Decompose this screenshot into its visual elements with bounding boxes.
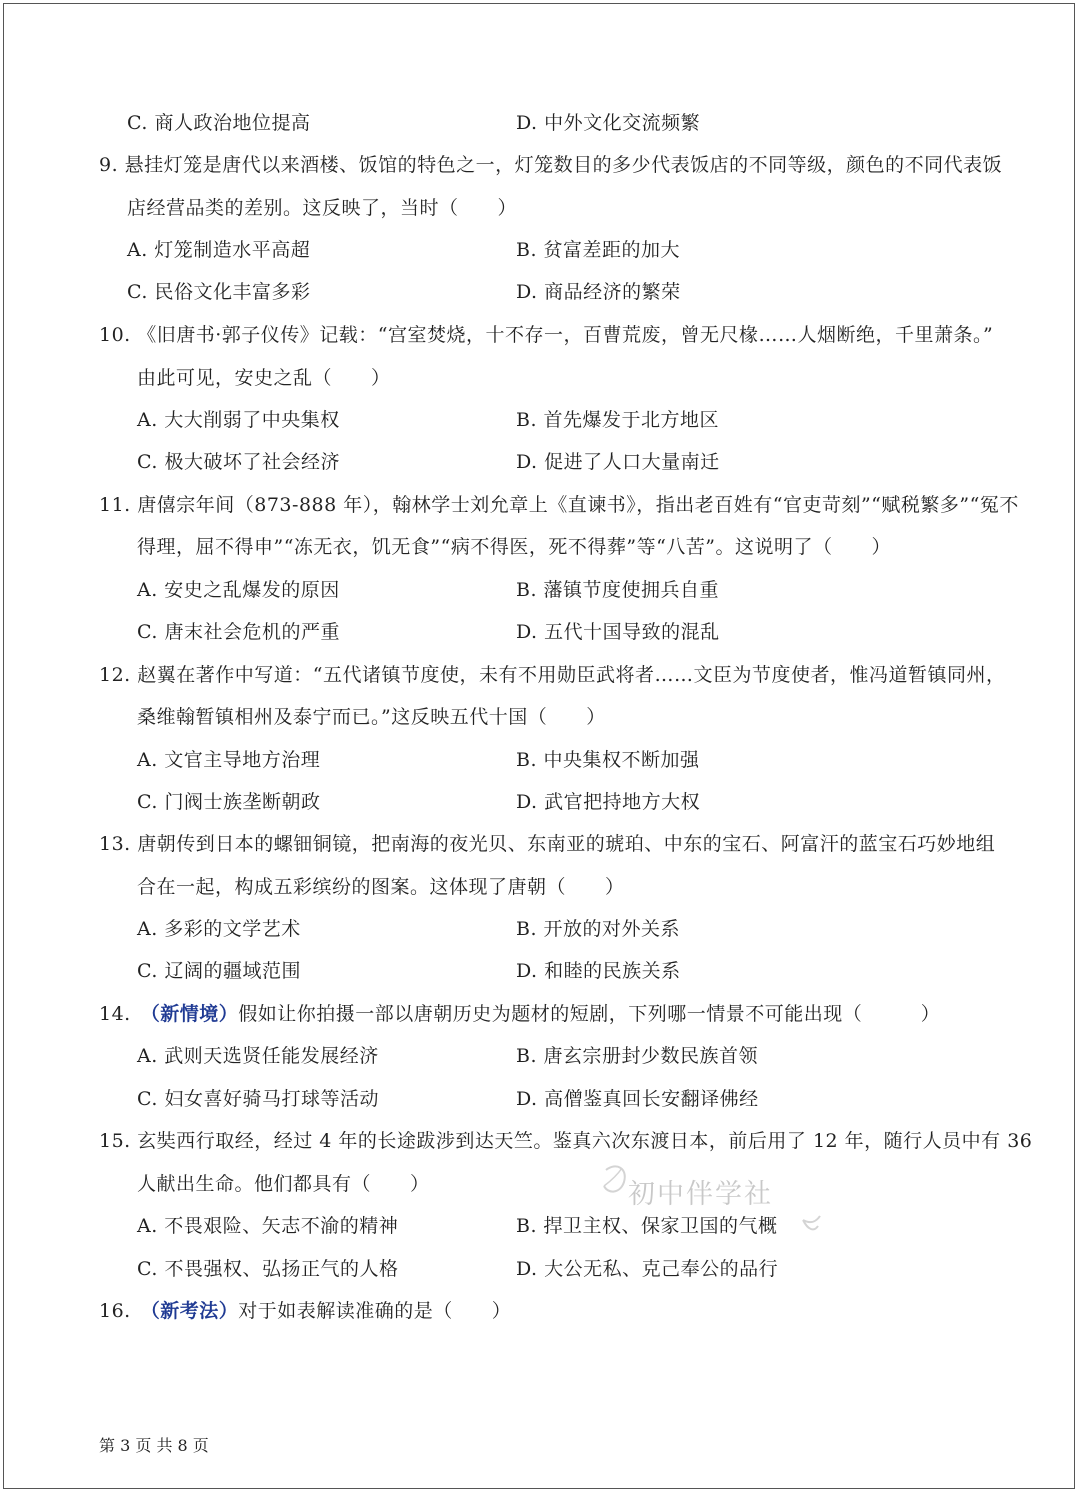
option-b: B. 中央集权不断加强: [516, 749, 700, 771]
question-text: 对于如表解读准确的是（ ）: [238, 1300, 512, 1322]
option-c: C. 辽阔的疆域范围: [137, 960, 301, 982]
question-stem: 店经营品类的差别。这反映了，当时（ ）: [127, 197, 518, 219]
question-text: 假如让你拍摄一部以唐朝历史为题材的短剧，下列哪一情景不可能出现（ ）: [238, 1003, 941, 1025]
question-number: 16.: [99, 1300, 131, 1322]
option-a: A. 安史之乱爆发的原因: [137, 579, 340, 601]
option-c: C. 不畏强权、弘扬正气的人格: [137, 1258, 399, 1280]
question-stem: 15. 玄奘西行取经，经过 4 年的长途跋涉到达天竺。鉴真六次东渡日本，前后用了 12 年，随行人员中有 36: [99, 1130, 1033, 1152]
option-c: C. 极大破坏了社会经济: [137, 451, 340, 473]
option-a: A. 灯笼制造水平高超: [127, 239, 311, 261]
option-d: D. 商品经济的繁荣: [516, 281, 681, 303]
option-d: D. 中外文化交流频繁: [516, 112, 701, 134]
option-d: D. 高僧鉴真回长安翻译佛经: [516, 1088, 759, 1110]
option-a: A. 不畏艰险、矢志不渝的精神: [137, 1215, 399, 1237]
page-footer: 第 3 页 共 8 页: [99, 1436, 209, 1455]
question-stem: 10. 《旧唐书·郭子仪传》记载：“宫室焚烧，十不存一，百曹荒废，曾无尺椽……人烟断绝，千里萧条。”: [99, 324, 994, 346]
question-stem: [99, 1002, 940, 1026]
question-stem: 9. 悬挂灯笼是唐代以来酒楼、饭馆的特色之一，灯笼数目的多少代表饭店的不同等级，颜色的不同代表饭: [99, 154, 1003, 176]
option-d: D. 促进了人口大量南迁: [516, 451, 720, 473]
question-stem: 12. 赵翼在著作中写道：“五代诸镇节度使，未有不用勋臣武将者……文臣为节度使者，惟冯道暂镇同州，: [99, 664, 1006, 686]
option-d: D. 大公无私、克己奉公的品行: [516, 1258, 779, 1280]
option-a: A. 大大削弱了中央集权: [137, 409, 340, 431]
option-b: B. 贫富差距的加大: [516, 239, 681, 261]
option-c: C. 商人政治地位提高: [127, 112, 311, 134]
option-b: B. 开放的对外关系: [516, 918, 681, 940]
option-c: C. 民俗文化丰富多彩: [127, 281, 311, 303]
option-a: A. 武则天选贤任能发展经济: [137, 1045, 379, 1067]
option-c: C. 门阀士族垄断朝政: [137, 791, 321, 813]
question-stem: [99, 1299, 511, 1323]
question-stem: 11. 唐僖宗年间（873-888 年），翰林学士刘允章上《直谏书》，指出老百姓有“官吏苛刻”“赋税繁多”“冤不: [99, 494, 1019, 516]
option-d: D. 五代十国导致的混乱: [516, 621, 720, 643]
option-c: C. 妇女喜好骑马打球等活动: [137, 1088, 379, 1110]
question-stem: 由此可见，安史之乱（ ）: [137, 367, 391, 389]
option-d: D. 和睦的民族关系: [516, 960, 681, 982]
option-b: B. 藩镇节度使拥兵自重: [516, 579, 720, 601]
question-stem: 13. 唐朝传到日本的螺钿铜镜，把南海的夜光贝、东南亚的琥珀、中东的宝石、阿富汗的蓝宝石巧妙地组: [99, 833, 996, 855]
option-a: A. 文官主导地方治理: [137, 749, 321, 771]
question-stem: 人献出生命。他们都具有（ ）: [137, 1173, 430, 1195]
question-stem: 桑维翰暂镇相州及泰宁而已。”这反映五代十国（ ）: [137, 706, 606, 728]
option-b: B. 唐玄宗册封少数民族首领: [516, 1045, 759, 1067]
option-b: B. 首先爆发于北方地区: [516, 409, 720, 431]
option-b: B. 捍卫主权、保家卫国的气概: [516, 1215, 778, 1237]
option-d: D. 武官把持地方大权: [516, 791, 701, 813]
watermark-text: 初中伴学社: [628, 1179, 773, 1210]
new-context-tag: （新情境）: [140, 1003, 239, 1025]
new-method-tag: （新考法）: [140, 1300, 239, 1322]
question-stem: 合在一起，构成五彩缤纷的图案。这体现了唐朝（ ）: [137, 876, 625, 898]
option-a: A. 多彩的文学艺术: [137, 918, 301, 940]
question-number: 14.: [99, 1003, 131, 1025]
option-c: C. 唐末社会危机的严重: [137, 621, 340, 643]
watermark: [598, 1160, 828, 1240]
question-stem: 得理，屈不得申”“冻无衣，饥无食”“病不得医，死不得葬”等“八苦”。这说明了（ ）: [137, 536, 891, 558]
